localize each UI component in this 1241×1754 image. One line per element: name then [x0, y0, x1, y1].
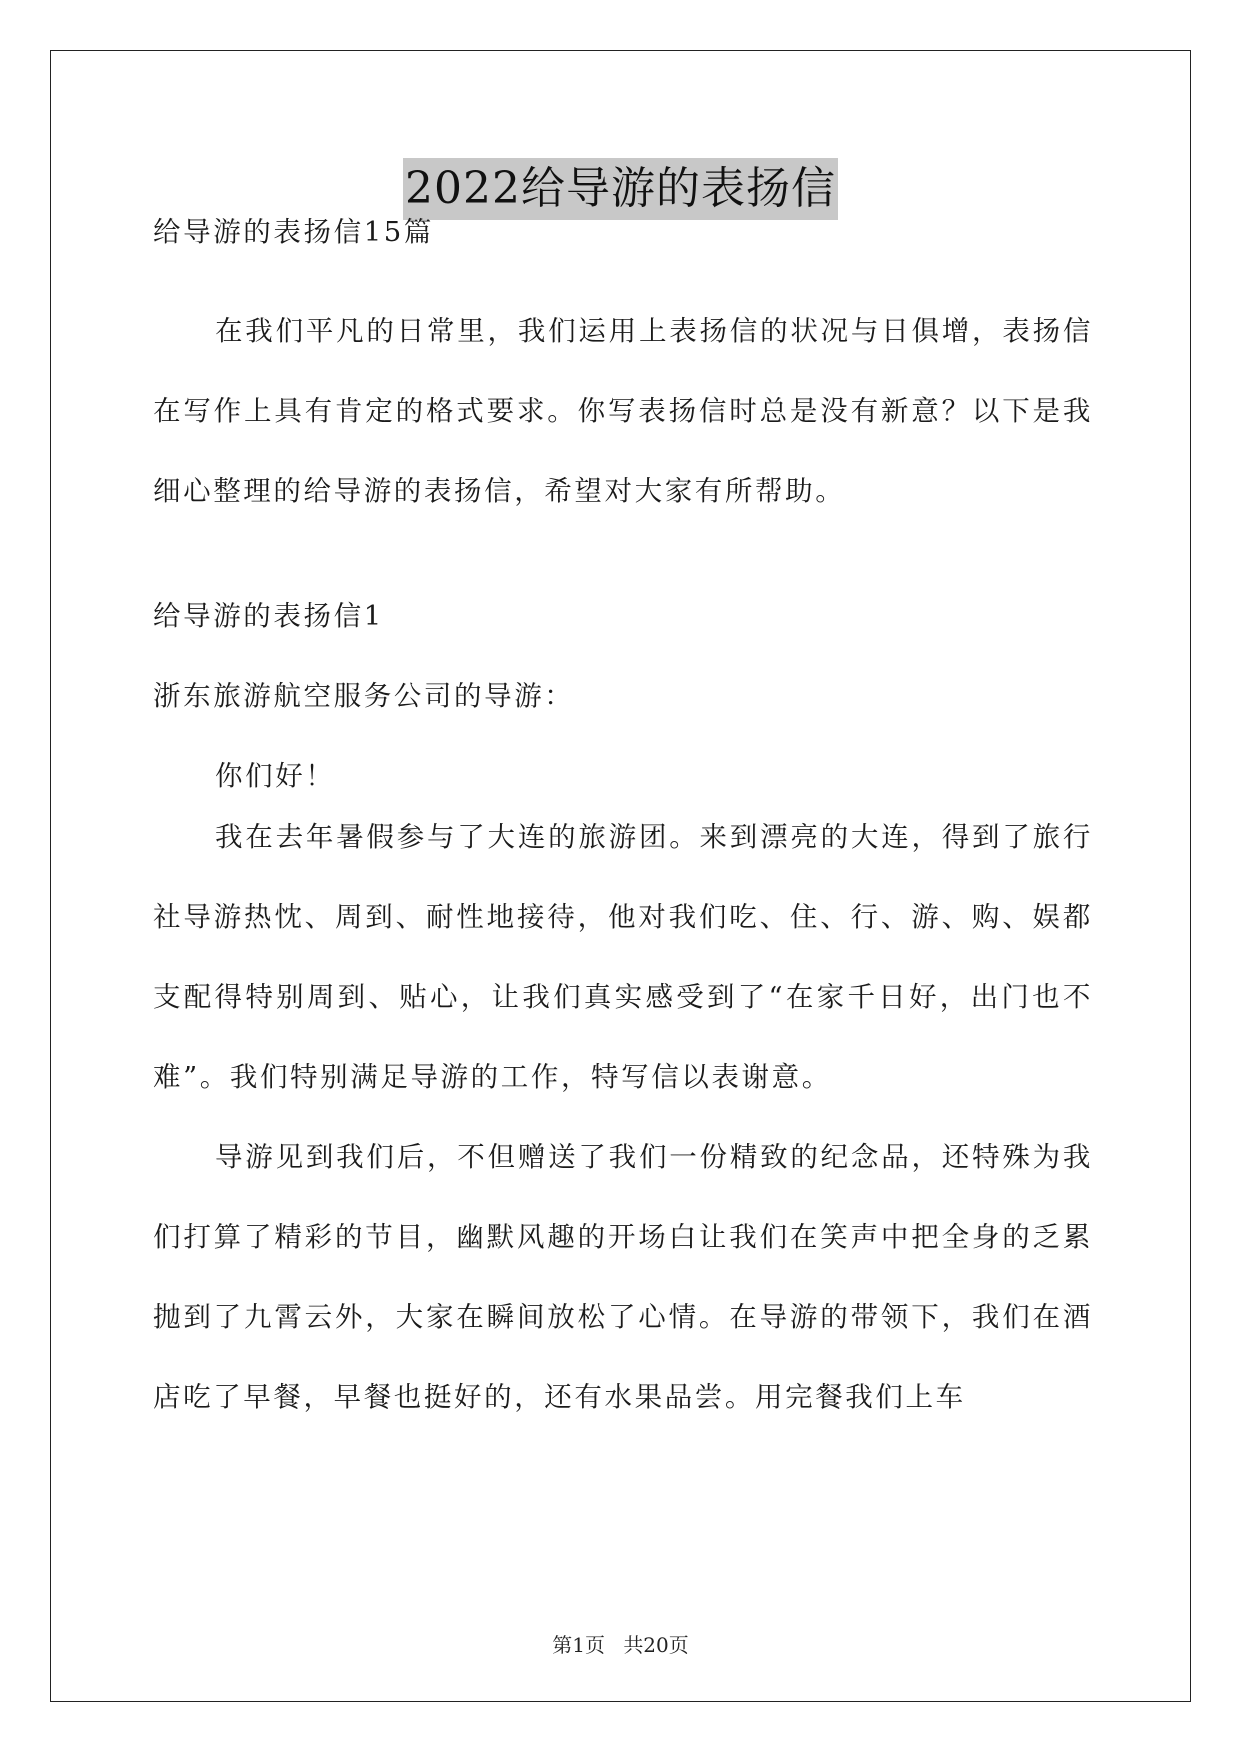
document-title: 2022给导游的表扬信	[403, 158, 838, 220]
letter-paragraph-1: 我在去年暑假参与了大连的旅游团。来到漂亮的大连，得到了旅行社导游热忱、周到、耐性地接待，他对我们吃、住、行、游、购、娱都支配得特别周到、贴心，让我们真实感受到了“在家千日好，出门也不难”。我们特别满足导游的工作，特写信以表谢意。	[153, 821, 1093, 1093]
page-footer	[0, 1629, 1241, 1658]
document-subtitle: 给导游的表扬信15篇	[153, 216, 434, 248]
letter-paragraph-2: 导游见到我们后，不但赠送了我们一份精致的纪念品，还特殊为我们打算了精彩的节目，幽默风趣的开场白让我们在笑声中把全身的乏累抛到了九霄云外，大家在瞬间放松了心情。在导游的带领下，我们在酒店吃了早餐，早餐也挺好的，还有水果品尝。用完餐我们上车	[153, 1141, 1093, 1413]
letter-greeting: 你们好！	[215, 760, 336, 792]
title-container	[0, 158, 1241, 220]
section-heading: 给导游的表扬信1	[153, 600, 384, 632]
intro-paragraph: 在我们平凡的日常里，我们运用上表扬信的状况与日俱增，表扬信在写作上具有肯定的格式要求。你写表扬信时总是没有新意？以下是我细心整理的给导游的表扬信，希望对大家有所帮助。	[153, 315, 1093, 507]
page-total: 共20页	[623, 1633, 689, 1657]
page-number: 第1页	[552, 1633, 605, 1657]
letter-salutation: 浙东旅游航空服务公司的导游：	[153, 680, 575, 712]
